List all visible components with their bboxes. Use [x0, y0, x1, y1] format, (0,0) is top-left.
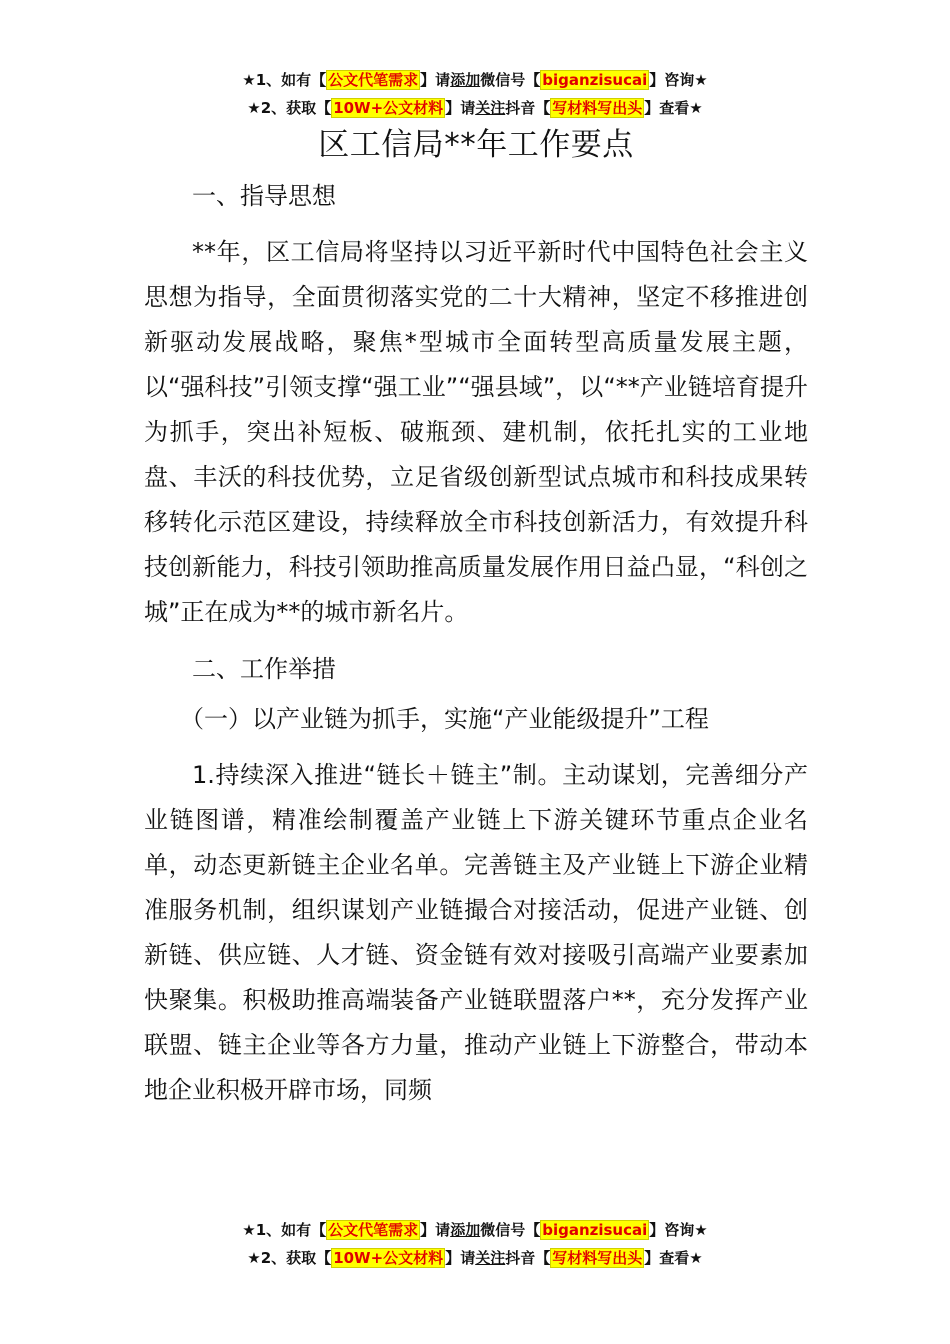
wechat-id-badge: biganzisucai [542, 71, 648, 89]
banner-emphasis: 添加 [450, 1221, 481, 1239]
douyin-badge: 写材料写出头 [552, 99, 643, 117]
banner-text: 抖音【 [505, 99, 551, 117]
douyin-badge: 写材料写出头 [552, 1249, 643, 1267]
banner-line-1 [0, 66, 950, 94]
highlight-badge: 公文代笔需求 [328, 71, 419, 89]
subsection-heading-industry-chain: （一）以产业链为抓手，实施“产业能级提升”工程 [180, 705, 709, 733]
section-heading-guiding-ideology: 一、指导思想 [192, 182, 336, 210]
banner-text: 】请 [420, 1221, 451, 1239]
banner-text: 】查看★ [644, 1249, 703, 1267]
banner-text: ★1、如有【 [242, 1221, 327, 1239]
highlight-badge: 10W+公文材料 [333, 1249, 444, 1267]
banner-text: 抖音【 [505, 1249, 551, 1267]
footer-banner [0, 1216, 950, 1272]
banner-text: 】请 [445, 99, 476, 117]
highlight-badge: 公文代笔需求 [328, 1221, 419, 1239]
banner-text: 】查看★ [644, 99, 703, 117]
banner-text: ★2、获取【 [247, 1249, 332, 1267]
banner-text: 】咨询★ [649, 71, 708, 89]
document-title: 区工信局**年工作要点 [318, 127, 634, 163]
banner-text: ★2、获取【 [247, 99, 332, 117]
document-body [144, 122, 808, 1115]
banner-line-1 [0, 1216, 950, 1244]
banner-emphasis: 关注 [475, 1249, 506, 1267]
section-heading-work-measures: 二、工作举措 [192, 655, 336, 683]
banner-text: ★1、如有【 [242, 71, 327, 89]
banner-emphasis: 添加 [450, 71, 481, 89]
banner-line-2 [0, 1244, 950, 1272]
paragraph-clip [144, 753, 808, 1115]
banner-text: 】请 [445, 1249, 476, 1267]
banner-line-2 [0, 94, 950, 122]
paragraph-guiding-ideology: **年，区工信局将坚持以习近平新时代中国特色社会主义思想为指导，全面贯彻落实党的二十大精神，坚定不移推进创新驱动发展战略，聚焦*型城市全面转型高质量发展主题，以“强科技”引领支撑“强工业”“强县域”，以“**产业链培育提升为抓手，突出补短板、破瓶颈、建机制，依托扎实的工业地盘、丰沃的科技优势，立足省级创新型试点城市和科技成果转移转化示范区建设，持续释放全市科技创新活力，有效提升科技创新能力，科技引领助推高质量发展作用日益凸显，“科创之城”正在成为**的城市新名片。 [144, 238, 808, 626]
wechat-id-badge: biganzisucai [542, 1221, 648, 1239]
banner-text: 微信号【 [480, 1221, 541, 1239]
banner-text: 】咨询★ [649, 1221, 708, 1239]
paragraph-chain-leader: 1.持续深入推进“链长＋链主”制。主动谋划，完善细分产业链图谱，精准绘制覆盖产业链上下游关键环节重点企业名单，动态更新链主企业名单。完善链主及产业链上下游企业精准服务机制，组织谋划产业链撮合对接活动，促进产业链、创新链、供应链、人才链、资金链有效对接吸引高端产业要素加快聚集。积极助推高端装备产业链联盟落户**，充分发挥产业联盟、链主企业等各方力量，推动产业链上下游整合，带动本地企业积极开辟市场，同频 [144, 761, 808, 1104]
header-banner [0, 66, 950, 122]
banner-emphasis: 关注 [475, 99, 506, 117]
highlight-badge: 10W+公文材料 [333, 99, 444, 117]
banner-text: 】请 [420, 71, 451, 89]
banner-text: 微信号【 [480, 71, 541, 89]
